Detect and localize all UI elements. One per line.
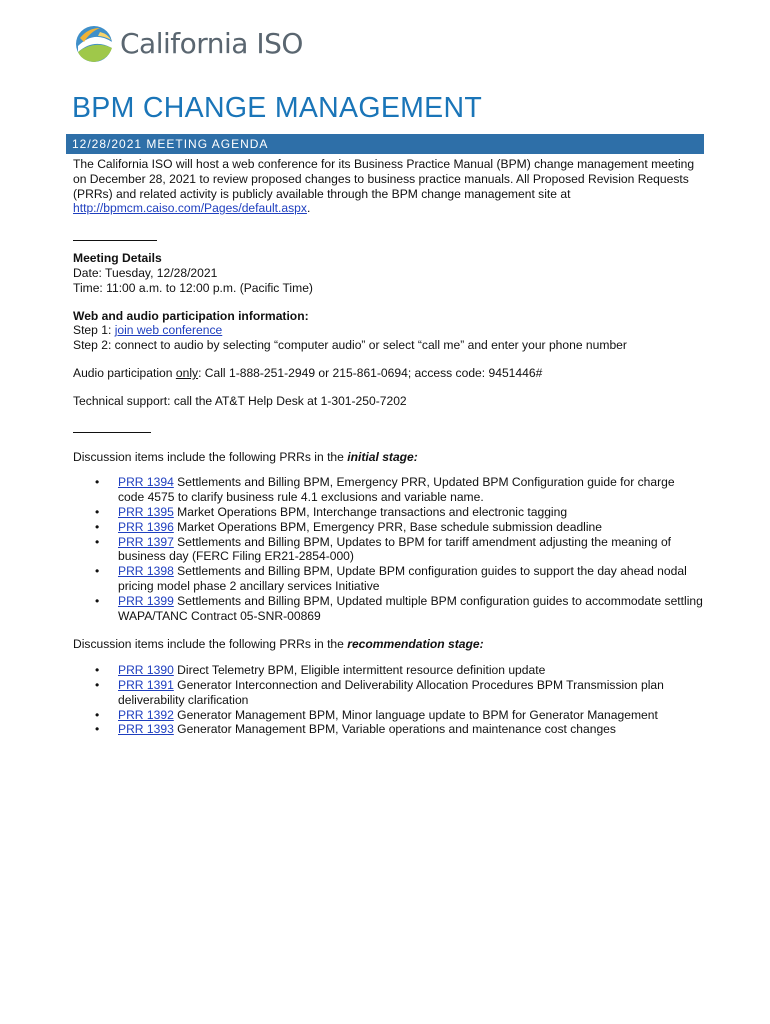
- prr-description: Direct Telemetry BPM, Eligible intermittent resource definition update: [173, 663, 546, 678]
- meeting-date: Date: Tuesday, 12/28/2021: [73, 265, 218, 280]
- section-divider-2: [73, 432, 151, 433]
- logo-text: California ISO: [120, 27, 303, 60]
- technical-support: Technical support: call the AT&T Help Desk at 1-301-250-7202: [73, 393, 407, 408]
- join-web-conference-link[interactable]: join web conference: [114, 323, 223, 338]
- agenda-content: [73, 157, 703, 737]
- recommendation-stage-intro: Discussion items include the following PRRs in the recommendation stage:: [73, 637, 484, 652]
- section-divider: [73, 240, 157, 241]
- bpmcm-site-link[interactable]: http://bpmcm.caiso.com/Pages/default.aspx: [73, 201, 307, 216]
- prr-link[interactable]: PRR 1392: [118, 707, 174, 722]
- audio-participation: Audio participation only: Call 1-888-251-2949 or 215-861-0694; access code: 9451446#: [73, 365, 543, 380]
- intro-paragraph: [73, 157, 703, 216]
- prr-list-item: [73, 708, 703, 723]
- prr-list-item: [73, 594, 703, 624]
- recommendation-stage-list: [73, 663, 703, 737]
- prr-description: Market Operations BPM, Emergency PRR, Base schedule submission deadline: [173, 519, 602, 534]
- prr-link[interactable]: PRR 1397: [118, 534, 174, 549]
- prr-list-item: [73, 678, 703, 708]
- prr-description: Settlements and Billing BPM, Emergency PRR, Updated BPM Configuration guide for charge code 4575 to clarify business rule 4.1 exclusions and variable name.: [118, 475, 675, 505]
- prr-description: Settlements and Billing BPM, Update BPM configuration guides to support the day ahead nodal pricing model phase 2 ancillary services Initiative: [118, 564, 687, 593]
- prr-list-item: [73, 535, 703, 565]
- meeting-details-heading: Meeting Details: [73, 251, 162, 266]
- participation-heading: Web and audio participation information:: [73, 308, 309, 323]
- california-iso-logo: [74, 24, 334, 64]
- prr-link[interactable]: PRR 1398: [118, 564, 174, 579]
- prr-description: Generator Management BPM, Variable operations and maintenance cost changes: [173, 722, 616, 737]
- prr-description: Generator Management BPM, Minor language update to BPM for Generator Management: [173, 707, 658, 722]
- only-emphasis: only: [175, 365, 199, 380]
- prr-list-item: [73, 505, 703, 520]
- recommendation-stage-label: recommendation stage:: [347, 637, 484, 652]
- step-2: Step 2: connect to audio by selecting “computer audio” or select “call me” and enter your phone number: [73, 338, 627, 353]
- prr-link[interactable]: PRR 1396: [118, 519, 174, 534]
- agenda-date-bar: 12/28/2021 MEETING AGENDA: [66, 134, 704, 154]
- prr-link[interactable]: PRR 1394: [118, 475, 174, 490]
- prr-link[interactable]: PRR 1391: [118, 677, 174, 692]
- prr-description: Settlements and Billing BPM, Updated multiple BPM configuration guides to accommodate settling WAPA/TANC Contract 05-SNR-00869: [118, 593, 703, 623]
- prr-description: Market Operations BPM, Interchange transactions and electronic tagging: [173, 504, 568, 519]
- logo-mark-icon: [74, 24, 116, 64]
- prr-link[interactable]: PRR 1393: [118, 722, 174, 737]
- prr-link[interactable]: PRR 1390: [118, 663, 174, 678]
- step-1: Step 1: join web conference: [73, 323, 223, 338]
- meeting-time: Time: 11:00 a.m. to 12:00 p.m. (Pacific Time): [73, 280, 313, 295]
- prr-list-item: [73, 564, 703, 594]
- page-title: BPM CHANGE MANAGEMENT: [72, 92, 483, 124]
- initial-stage-intro: Discussion items include the following PRRs in the initial stage:: [73, 449, 418, 464]
- intro-text: The California ISO will host a web conference for its Business Practice Manual (BPM) change management meeting on December 28, 2021 to review proposed changes to business practice manuals. All Proposed Revision Requests (PRRs) and related activity is publicly available through the BPM change management site at: [73, 157, 695, 201]
- prr-list-item: [73, 722, 703, 737]
- prr-description: Settlements and Billing BPM, Updates to BPM for tariff amendment adjusting the meaning of business day (FERC Filing ER21-2854-000): [118, 534, 672, 564]
- initial-stage-list: [73, 475, 703, 623]
- intro-end: .: [306, 201, 311, 216]
- initial-stage-label: initial stage:: [347, 449, 418, 464]
- prr-list-item: [73, 663, 703, 678]
- prr-list-item: [73, 475, 703, 505]
- prr-link[interactable]: PRR 1399: [118, 593, 174, 608]
- prr-list-item: [73, 520, 703, 535]
- prr-link[interactable]: PRR 1395: [118, 504, 174, 519]
- prr-description: Generator Interconnection and Deliverability Allocation Procedures BPM Transmission plan deliverability clarification: [118, 677, 664, 707]
